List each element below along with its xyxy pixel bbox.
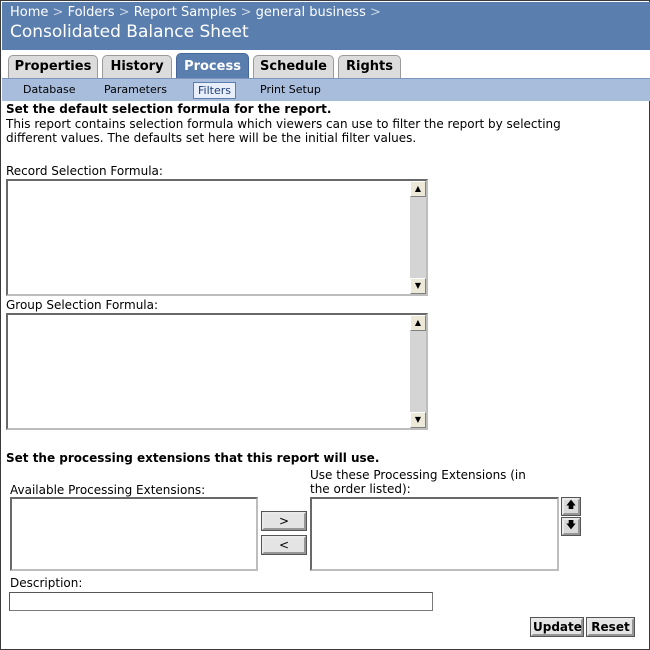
- tab-bar: [2, 50, 650, 78]
- subtab-print-setup[interactable]: Print Setup: [260, 83, 321, 96]
- available-extensions-list[interactable]: [10, 497, 258, 571]
- selected-extensions-list[interactable]: [310, 497, 559, 571]
- breadcrumb-separator: >: [370, 5, 381, 20]
- move-down-icon[interactable]: 🡇: [562, 518, 580, 535]
- scroll-down-icon[interactable]: ▼: [410, 278, 426, 294]
- page-header: [2, 2, 650, 50]
- record-selection-label: Record Selection Formula:: [6, 164, 163, 178]
- tab-process[interactable]: Process: [176, 53, 249, 79]
- filters-description-line1: This report contains selection formula which viewers can use to filter the report by selecting: [6, 117, 561, 131]
- scroll-up-icon[interactable]: ▲: [410, 315, 426, 331]
- filters-description-line2: different values. The defaults set here will be the initial filter values.: [6, 131, 417, 145]
- group-selection-formula-input[interactable]: [6, 313, 428, 430]
- breadcrumb-separator: >: [240, 5, 252, 20]
- extensions-heading: Set the processing extensions that this report will use.: [6, 451, 380, 465]
- subtab-database[interactable]: Database: [23, 83, 76, 96]
- breadcrumb: [10, 5, 381, 20]
- update-button[interactable]: Update: [533, 620, 582, 634]
- scroll-up-icon[interactable]: ▲: [410, 181, 426, 197]
- breadcrumb-separator: >: [118, 5, 130, 20]
- breadcrumb-home[interactable]: Home: [10, 5, 49, 20]
- reset-button[interactable]: Reset: [587, 618, 634, 636]
- available-extensions-label: Available Processing Extensions:: [10, 483, 206, 497]
- tab-rights[interactable]: Rights: [338, 55, 401, 79]
- description-label: Description:: [10, 576, 83, 590]
- breadcrumb-general-business[interactable]: general business: [255, 5, 366, 20]
- add-extension-button[interactable]: >: [262, 512, 306, 530]
- filters-heading: Set the default selection formula for the report.: [6, 102, 332, 116]
- tab-history[interactable]: History: [102, 55, 172, 79]
- subtab-filters[interactable]: Filters: [193, 82, 236, 99]
- scroll-down-icon[interactable]: ▼: [410, 412, 426, 428]
- sub-tab-bar: [2, 78, 650, 101]
- move-up-icon[interactable]: 🡅: [562, 498, 580, 515]
- record-scrollbar[interactable]: [410, 181, 426, 294]
- subtab-parameters[interactable]: Parameters: [104, 83, 167, 96]
- breadcrumb-separator: >: [52, 5, 64, 20]
- record-selection-formula-input[interactable]: [6, 179, 428, 296]
- remove-extension-button[interactable]: <: [262, 536, 306, 554]
- use-extensions-label-line2: the order listed):: [310, 482, 411, 496]
- description-field[interactable]: [9, 592, 433, 611]
- use-extensions-label-line1: Use these Processing Extensions (in: [310, 468, 526, 482]
- group-scrollbar[interactable]: [410, 315, 426, 428]
- tab-schedule[interactable]: Schedule: [253, 55, 334, 79]
- page-title: Consolidated Balance Sheet: [10, 22, 249, 42]
- breadcrumb-report-samples[interactable]: Report Samples: [133, 5, 237, 20]
- group-selection-label: Group Selection Formula:: [6, 298, 159, 312]
- tab-properties[interactable]: Properties: [8, 55, 98, 79]
- breadcrumb-folders[interactable]: Folders: [67, 5, 115, 20]
